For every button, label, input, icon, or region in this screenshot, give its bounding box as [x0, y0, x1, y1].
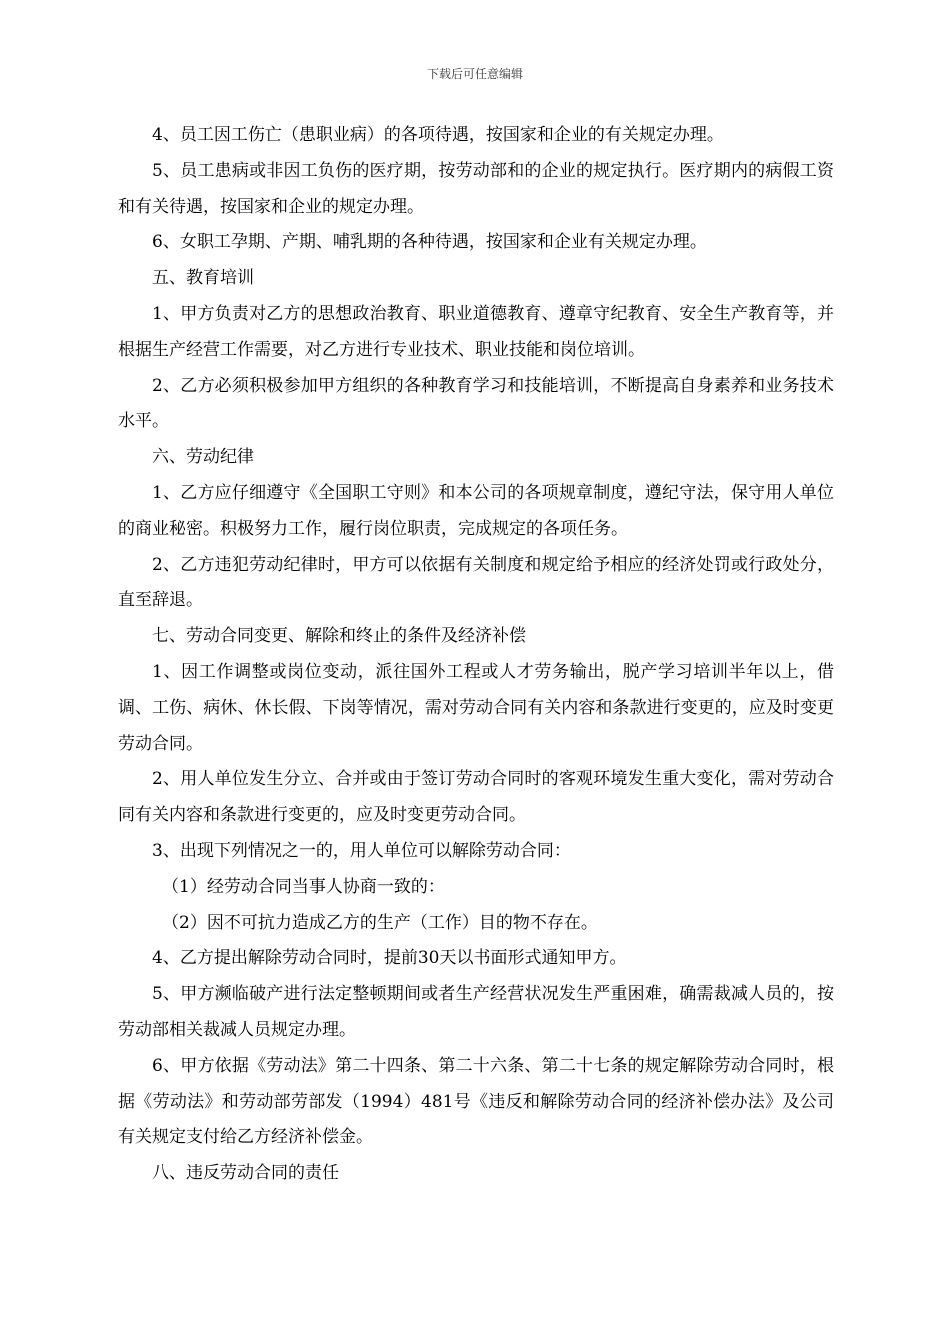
clause-paragraph: 3、出现下列情况之一的，用人单位可以解除劳动合同： — [152, 840, 571, 861]
section-heading: 五、教育培训 — [152, 268, 254, 289]
clause-paragraph: 1、乙方应仔细遵守《全国职工守则》和本公司的各项规章制度，遵纪守法，保守用人单位的商业秘密。积极努力工作，履行岗位职责，完成规定的各项任务。 — [118, 482, 834, 539]
clause-paragraph: 1、因工作调整或岗位变动，派往国外工程或人才劳务输出，脱产学习培训半年以上，借调、工伤、病休、休长假、下岗等情况，需对劳动合同有关内容和条款进行变更的，应及时变更劳动合同。 — [118, 661, 834, 754]
clause-paragraph: 1、甲方负责对乙方的思想政治教育、职业道德教育、遵章守纪教育、安全生产教育等，并根据生产经营工作需要，对乙方进行专业技术、职业技能和岗位培训。 — [118, 303, 834, 360]
sub-clause-paragraph: （2）因不可抗力造成乙方的生产（工作）目的物不存在。 — [162, 912, 598, 933]
clause-paragraph: 2、乙方违犯劳动纪律时，甲方可以依据有关制度和规定给予相应的经济处罚或行政处分，直至辞退。 — [118, 554, 834, 611]
clause-paragraph: 6、女职工孕期、产期、哺乳期的各种待遇，按国家和企业有关规定办理。 — [152, 232, 707, 253]
clause-paragraph: 4、乙方提出解除劳动合同时，提前30天以书面形式通知甲方。 — [152, 948, 627, 969]
page-header: 下载后可任意编辑 — [426, 67, 523, 81]
section-heading: 七、劳动合同变更、解除和终止的条件及经济补偿 — [152, 626, 526, 647]
clause-paragraph: 5、甲方濒临破产进行法定整顿期间或者生产经营状况发生严重困难，确需裁减人员的，按劳动部相关裁减人员规定办理。 — [118, 984, 834, 1040]
clause-paragraph: 6、甲方依据《劳动法》第二十四条、第二十六条、第二十七条的规定解除劳动合同时，根据《劳动法》和劳动部劳部发（1994）481号《违反和解除劳动合同的经济补偿办法》及公司有关规定支付给乙方经济补偿金。 — [118, 1055, 834, 1148]
sub-clause-paragraph: （1）经劳动合同当事人协商一致的： — [162, 876, 445, 897]
clause-paragraph: 2、用人单位发生分立、合并或由于签订劳动合同时的客观环境发生重大变化，需对劳动合同有关内容和条款进行变更的，应及时变更劳动合同。 — [118, 769, 834, 826]
clause-paragraph: 4、员工因工伤亡（患职业病）的各项待遇，按国家和企业的有关规定办理。 — [152, 125, 724, 145]
section-heading: 六、劳动纪律 — [152, 447, 254, 468]
section-heading: 八、违反劳动合同的责任 — [152, 1163, 339, 1184]
clause-paragraph: 2、乙方必须积极参加甲方组织的各种教育学习和技能培训，不断提高自身素养和业务技术水平。 — [118, 375, 834, 432]
document-body — [118, 118, 834, 1192]
clause-paragraph: 5、员工患病或非因工负伤的医疗期，按劳动部和的企业的规定执行。医疗期内的病假工资和有关待遇，按国家和企业的规定办理。 — [118, 160, 834, 217]
